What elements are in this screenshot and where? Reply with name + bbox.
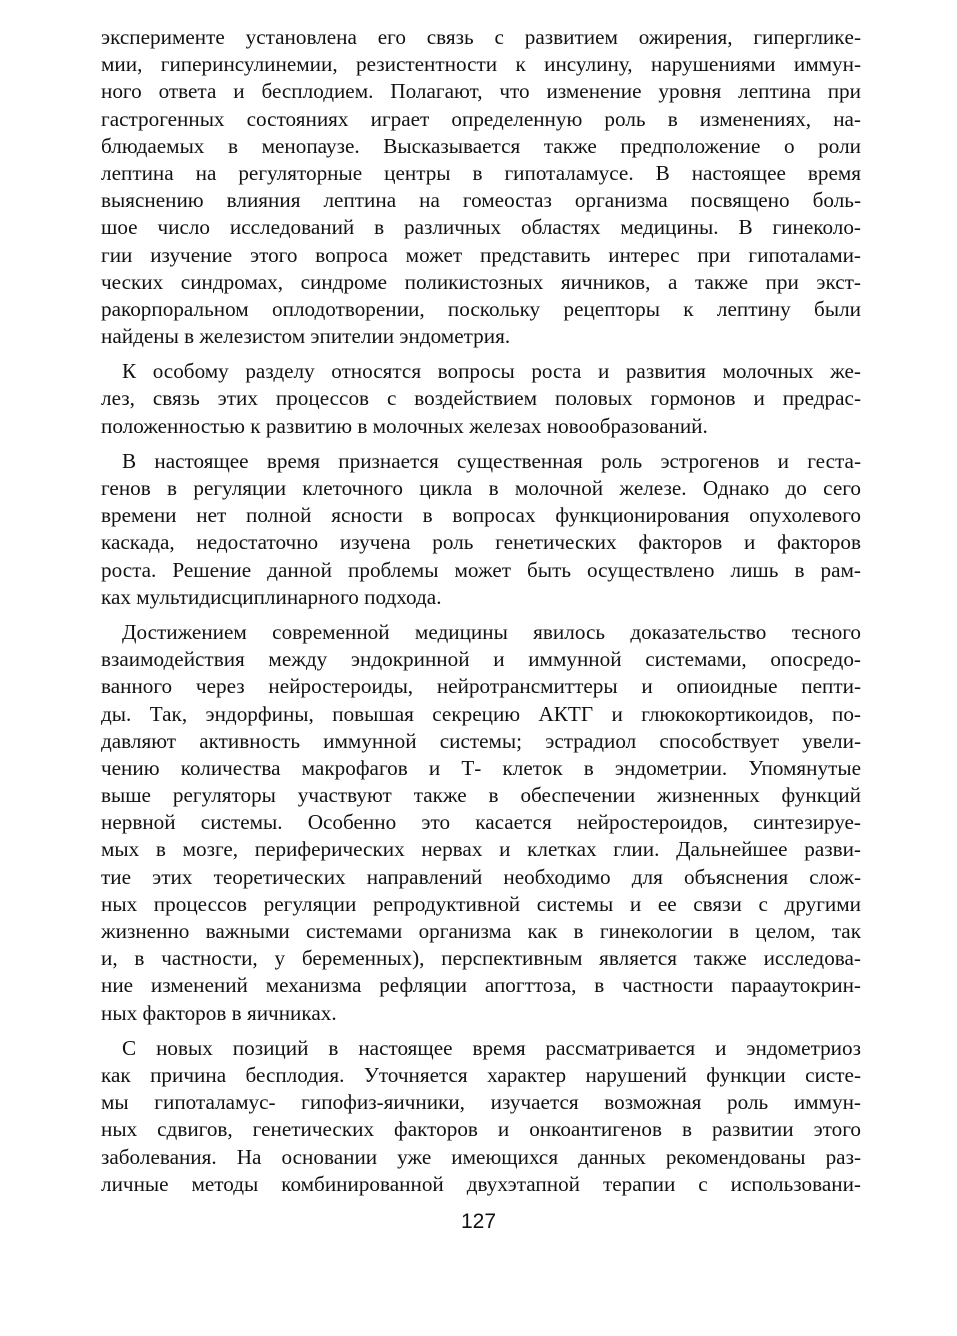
text-line: нервной системы. Особенно это касается нейростероидов, синтезируе-	[101, 810, 861, 835]
text-line: Достижением современной медицины явилось доказательство тесного	[122, 619, 861, 644]
text-line: К особому разделу относятся вопросы роста и развития молочных же-	[122, 359, 861, 384]
text-line: ных процессов регуляции репродуктивной системы и ее связи с другими	[101, 891, 861, 916]
text-line: блюдаемых в менопаузе. Высказывается также предположение о роли	[101, 133, 861, 158]
text-line: С новых позиций в настоящее время рассматривается и эндометриоз	[122, 1035, 861, 1060]
text-line: шое число исследований в различных областях медицины. В гинеколо-	[101, 215, 861, 240]
text-line: лез, связь этих процессов с воздействием половых гормонов и предрас-	[101, 386, 861, 411]
text-line: личные методы комбинированной двухэтапной терапии с использовани-	[101, 1171, 861, 1196]
text-line: роста. Решение данной проблемы может быть осуществлено лишь в рам-	[101, 557, 861, 582]
paragraph-1	[101, 24, 861, 350]
paragraph-5	[101, 1035, 861, 1198]
text-line: гастрогенных состояниях играет определенную роль в изменениях, на-	[101, 106, 861, 131]
paragraph-3	[101, 448, 861, 611]
text-line: чению количества макрофагов и Т- клеток в эндометрии. Упомянутые	[101, 755, 861, 780]
text-line: ного ответа и бесплодием. Полагают, что изменение уровня лептина при	[101, 79, 861, 104]
text-line: каскада, недостаточно изучена роль генетических факторов и факторов	[101, 530, 861, 555]
text-line: выше регуляторы участвуют также в обеспечении жизненных функций	[101, 783, 861, 808]
text-line: генов в регуляции клеточного цикла в молочной железе. Однако до сего	[101, 476, 861, 500]
text-line: заболевания. На основании уже имеющихся данных рекомендованы раз-	[101, 1144, 861, 1169]
text-line: как причина бесплодия. Уточняется характер нарушений функции систе-	[101, 1062, 861, 1087]
text-line: тие этих теоретических направлений необходимо для объяснения слож-	[101, 864, 861, 889]
text-line: ракорпоральном оплодотворении, поскольку рецепторы к лептину были	[101, 296, 861, 321]
paragraph-2	[101, 358, 861, 440]
text-line: ческих синдромах, синдроме поликистозных яичников, а также при экст-	[101, 269, 861, 294]
text-line: ках мультидисциплинарного подхода.	[101, 584, 442, 609]
paragraph-4	[101, 619, 861, 1027]
text-line: ды. Так, эндорфины, повышая секрецию АКТГ и глюкокортикоидов, по-	[101, 701, 861, 726]
text-line: взаимодействия между эндокринной и иммунной системами, опосредо-	[101, 647, 861, 672]
text-line: мии, гиперинсулинемии, резистентности к инсулину, нарушениями иммун-	[101, 52, 861, 77]
text-line: ние изменений механизма рефляции апогттоза, в частности парааутокрин-	[101, 973, 861, 998]
text-line: гии изучение этого вопроса может представить интерес при гипоталами-	[101, 242, 861, 267]
page-number: 127	[460, 1210, 497, 1233]
text-line: времени нет полной ясности в вопросах функционирования опухолевого	[101, 503, 861, 528]
text-line: выяснению влияния лептина на гомеостаз организма посвящено боль-	[101, 188, 861, 213]
text-line: мых в мозге, периферических нервах и клетках глии. Дальнейшее разви-	[101, 837, 861, 862]
text-line: положенностью к развитию в молочных железах новообразований.	[101, 413, 708, 438]
body-text	[101, 24, 861, 1198]
text-line: давляют активность иммунной системы; эстрадиол способствует увели-	[101, 728, 861, 753]
text-line: мы гипоталамус- гипофиз-яичники, изучается возможная роль иммун-	[101, 1090, 861, 1115]
text-line: ванного через нейростероиды, нейротрансмиттеры и опиоидные пепти-	[101, 674, 861, 699]
text-line: и, в частности, у беременных), перспективным является также исследова-	[101, 946, 861, 971]
text-line: ных факторов в яичниках.	[101, 1000, 337, 1025]
text-line: эксперименте установлена его связь с развитием ожирения, гипергликe-	[101, 25, 861, 49]
text-line: В настоящее время признается существенная роль эстрогенов и геста-	[122, 448, 861, 473]
text-line: найдены в железистом эпителии эндометрия.	[101, 324, 511, 349]
text-line: лептина на регуляторные центры в гипоталамусе. В настоящее время	[101, 160, 861, 185]
text-line: ных сдвигов, генетических факторов и онкоантигенов в развитии этого	[101, 1117, 861, 1142]
text-line: жизненно важными системами организма как в гинекологии в целом, так	[101, 919, 861, 943]
